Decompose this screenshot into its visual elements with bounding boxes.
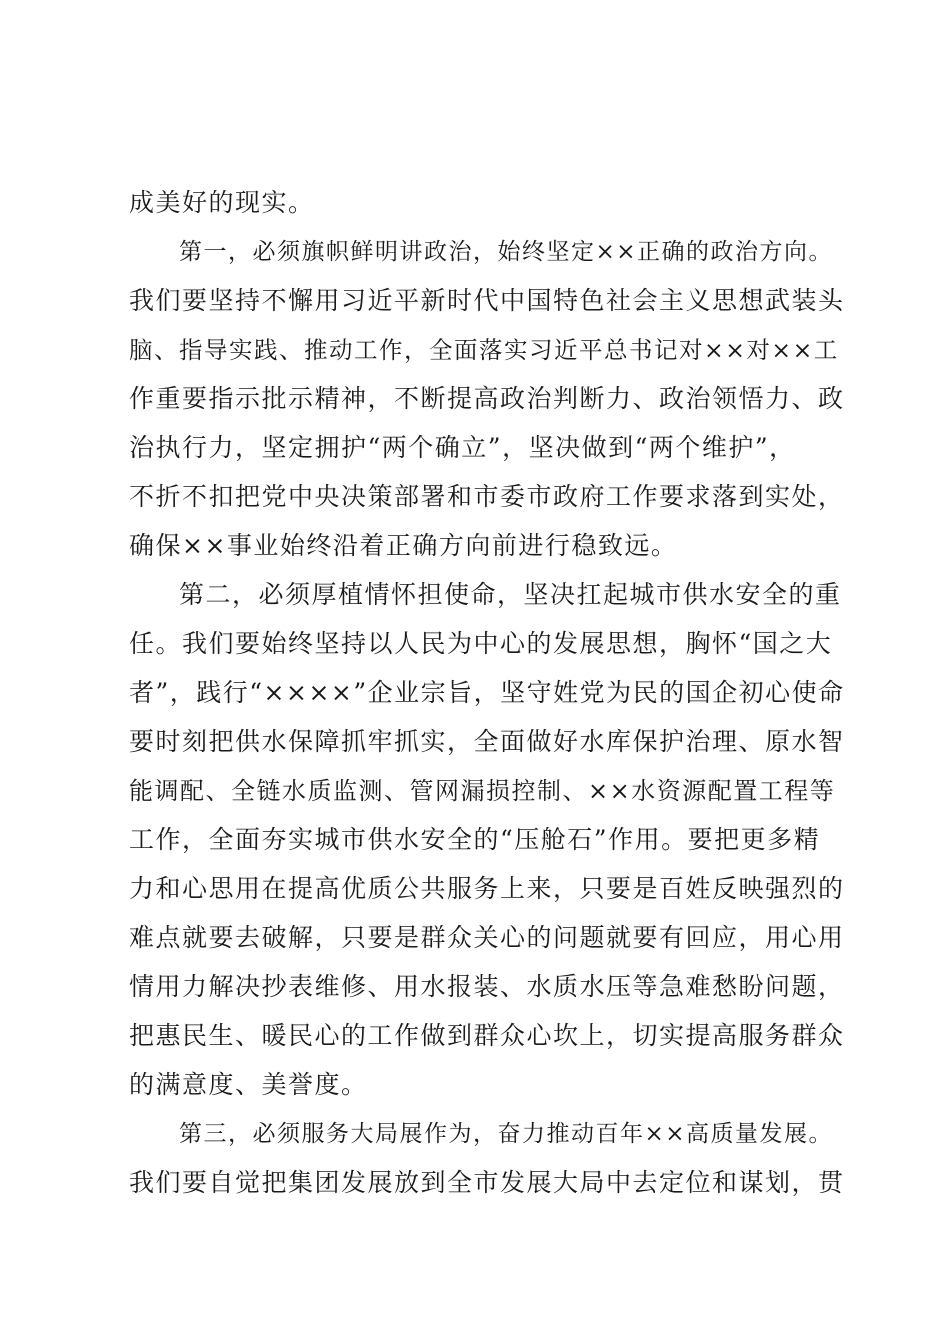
text-line: 成美好的现实。 bbox=[129, 188, 315, 217]
text-line: 的满意度、美誉度。 bbox=[129, 1070, 368, 1099]
text-line: 我们要自觉把集团发展放到全市发展大局中去定位和谋划，贯 bbox=[129, 1168, 845, 1197]
text-line: 能调配、全链水质监测、管网漏损控制、××水资源配置工程等 bbox=[129, 777, 836, 805]
text-line: 脑、指导实践、推动工作，全面落实习近平总书记对××对××工 bbox=[129, 336, 839, 364]
text-line: 确保××事业始终沿着正确方向前进行稳致远。 bbox=[129, 531, 678, 560]
text-line: 工作，全面夯实城市供水安全的“压舱石”作用。要把更多精 bbox=[129, 825, 821, 854]
text-line: 者”，践行“××××”企业宗旨，坚守姓党为民的国企初心使命 bbox=[129, 678, 845, 707]
text-line: 情用力解决抄表维修、用水报装、水质水压等急难愁盼问题， bbox=[129, 972, 845, 1001]
text-line: 要时刻把供水保障抓牢抓实，全面做好水库保护治理、原水智 bbox=[129, 727, 845, 756]
paragraph-first-line: 第三，必须服务大局展作为，奋力推动百年××高质量发展。 bbox=[179, 1121, 834, 1147]
text-line: 任。我们要始终坚持以人民为中心的发展思想，胸怀“国之大 bbox=[129, 629, 833, 658]
text-line: 作重要指示批示精神，不断提高政治判断力、政治领悟力、政 bbox=[129, 384, 845, 413]
text-line: 难点就要去破解，只要是群众关心的问题就要有回应，用心用 bbox=[129, 923, 845, 952]
text-line: 我们要坚持不懈用习近平新时代中国特色社会主义思想武装头 bbox=[129, 286, 845, 315]
paragraph-first-line: 第二，必须厚植情怀担使命，坚决扛起城市供水安全的重 bbox=[179, 580, 842, 609]
text-line: 力和心思用在提高优质公共服务上来，只要是百姓反映强烈的 bbox=[129, 874, 845, 903]
text-line: 治执行力，坚定拥护“两个确立”，坚决做到“两个维护”， bbox=[129, 433, 796, 462]
paragraph-first-line: 第一，必须旗帜鲜明讲政治，始终坚定××正确的政治方向。 bbox=[179, 239, 834, 265]
text-line: 把惠民生、暖民心的工作做到群众心坎上，切实提高服务群众 bbox=[129, 1021, 845, 1050]
text-line: 不折不扣把党中央决策部署和市委市政府工作要求落到实处， bbox=[129, 482, 845, 511]
